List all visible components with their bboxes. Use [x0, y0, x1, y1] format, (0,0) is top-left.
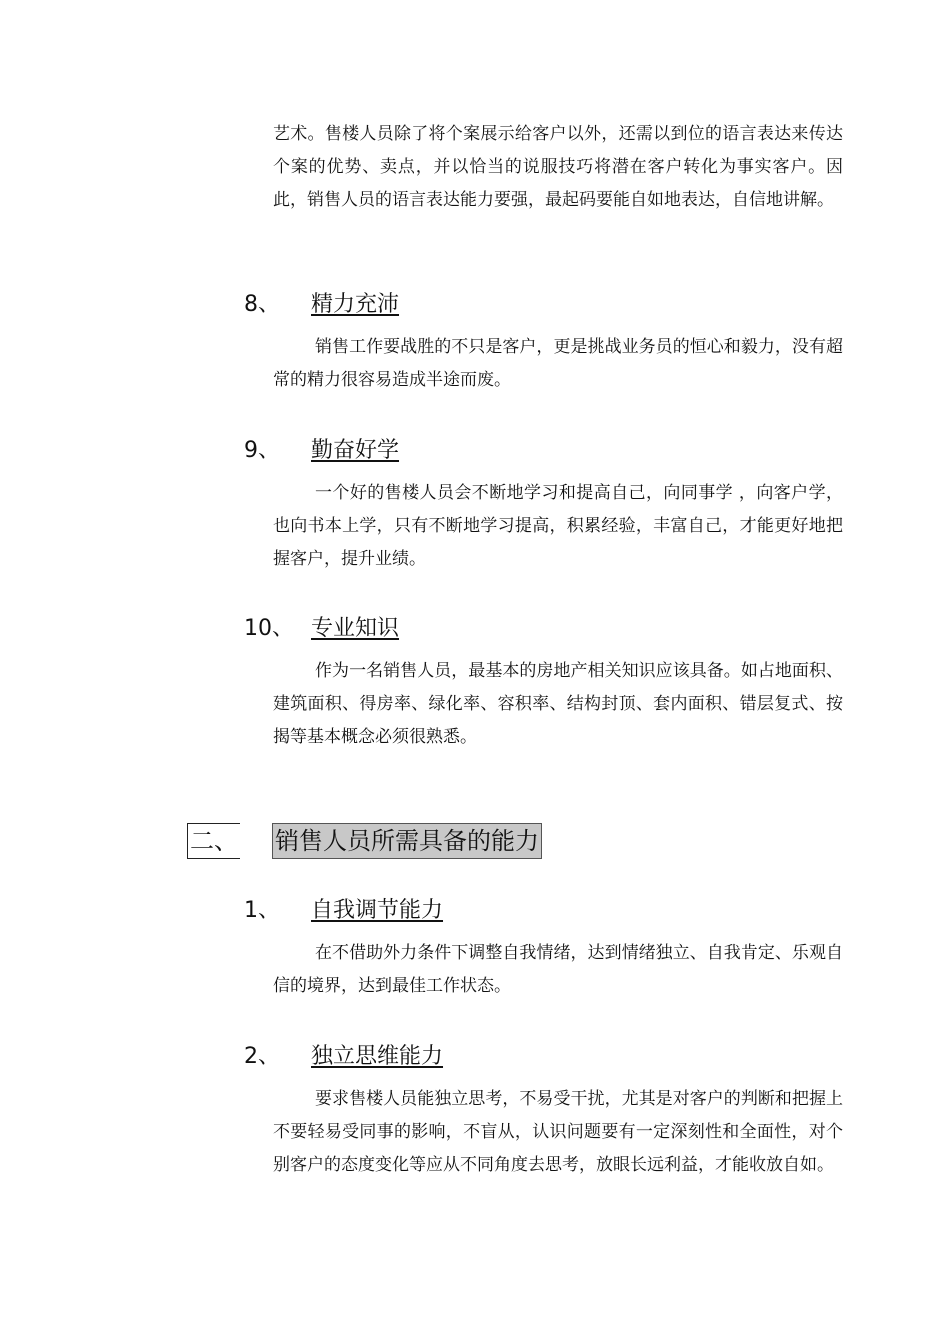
heading-number: 9、	[244, 438, 280, 463]
heading-title: 专业知识	[311, 616, 400, 641]
paragraph-9: 一个好的售楼人员会不断地学习和提高自己，向同事学 ，向客户学，也向书本上学，只有不断地学习提高，积累经验，丰富自己，才能更好地把握客户，提升业绩。	[273, 483, 843, 569]
paragraph-s1: 在不借助外力条件下调整自我情绪，达到情绪独立、自我肯定、乐观自信的境界，达到最佳工作状态。	[273, 943, 843, 996]
paragraph-10: 作为一名销售人员，最基本的房地产相关知识应该具备。如占地面积、建筑面积、得房率、绿化率、容积率、结构封顶、套内面积、错层复式、按揭等基本概念必须很熟悉。	[273, 661, 843, 747]
heading-number: 1、	[244, 898, 280, 923]
paragraph-s2: 要求售楼人员能独立思考，不易受干扰，尤其是对客户的判断和把握上不要轻易受同事的影响，不盲从，认识问题要有一定深刻性和全面性，对个别客户的态度变化等应从不同角度去思考，放眼长远利益，才能收放自如。	[273, 1089, 843, 1175]
heading-title: 独立思维能力	[311, 1044, 444, 1069]
heading-title: 勤奋好学	[311, 438, 400, 463]
heading-number: 2、	[244, 1044, 280, 1069]
paragraph-intro: 艺术。售楼人员除了将个案展示给客户以外，还需以到位的语言表达来传达个案的优势、卖点，并以恰当的说服技巧将潜在客户转化为事实客户。因此，销售人员的语言表达能力要强，最起码要能自如地表达，自信地讲解。	[273, 124, 843, 210]
heading-number: 10、	[244, 616, 294, 641]
section-number: 二、	[187, 823, 240, 859]
paragraph-8: 销售工作要战胜的不只是客户，更是挑战业务员的恒心和毅力，没有超常的精力很容易造成半途而废。	[273, 337, 843, 390]
heading-title: 自我调节能力	[311, 898, 444, 923]
heading-title: 精力充沛	[311, 292, 400, 317]
section-heading-2	[187, 823, 567, 859]
heading-number: 8、	[244, 292, 280, 317]
section-title: 销售人员所需具备的能力	[272, 823, 542, 859]
